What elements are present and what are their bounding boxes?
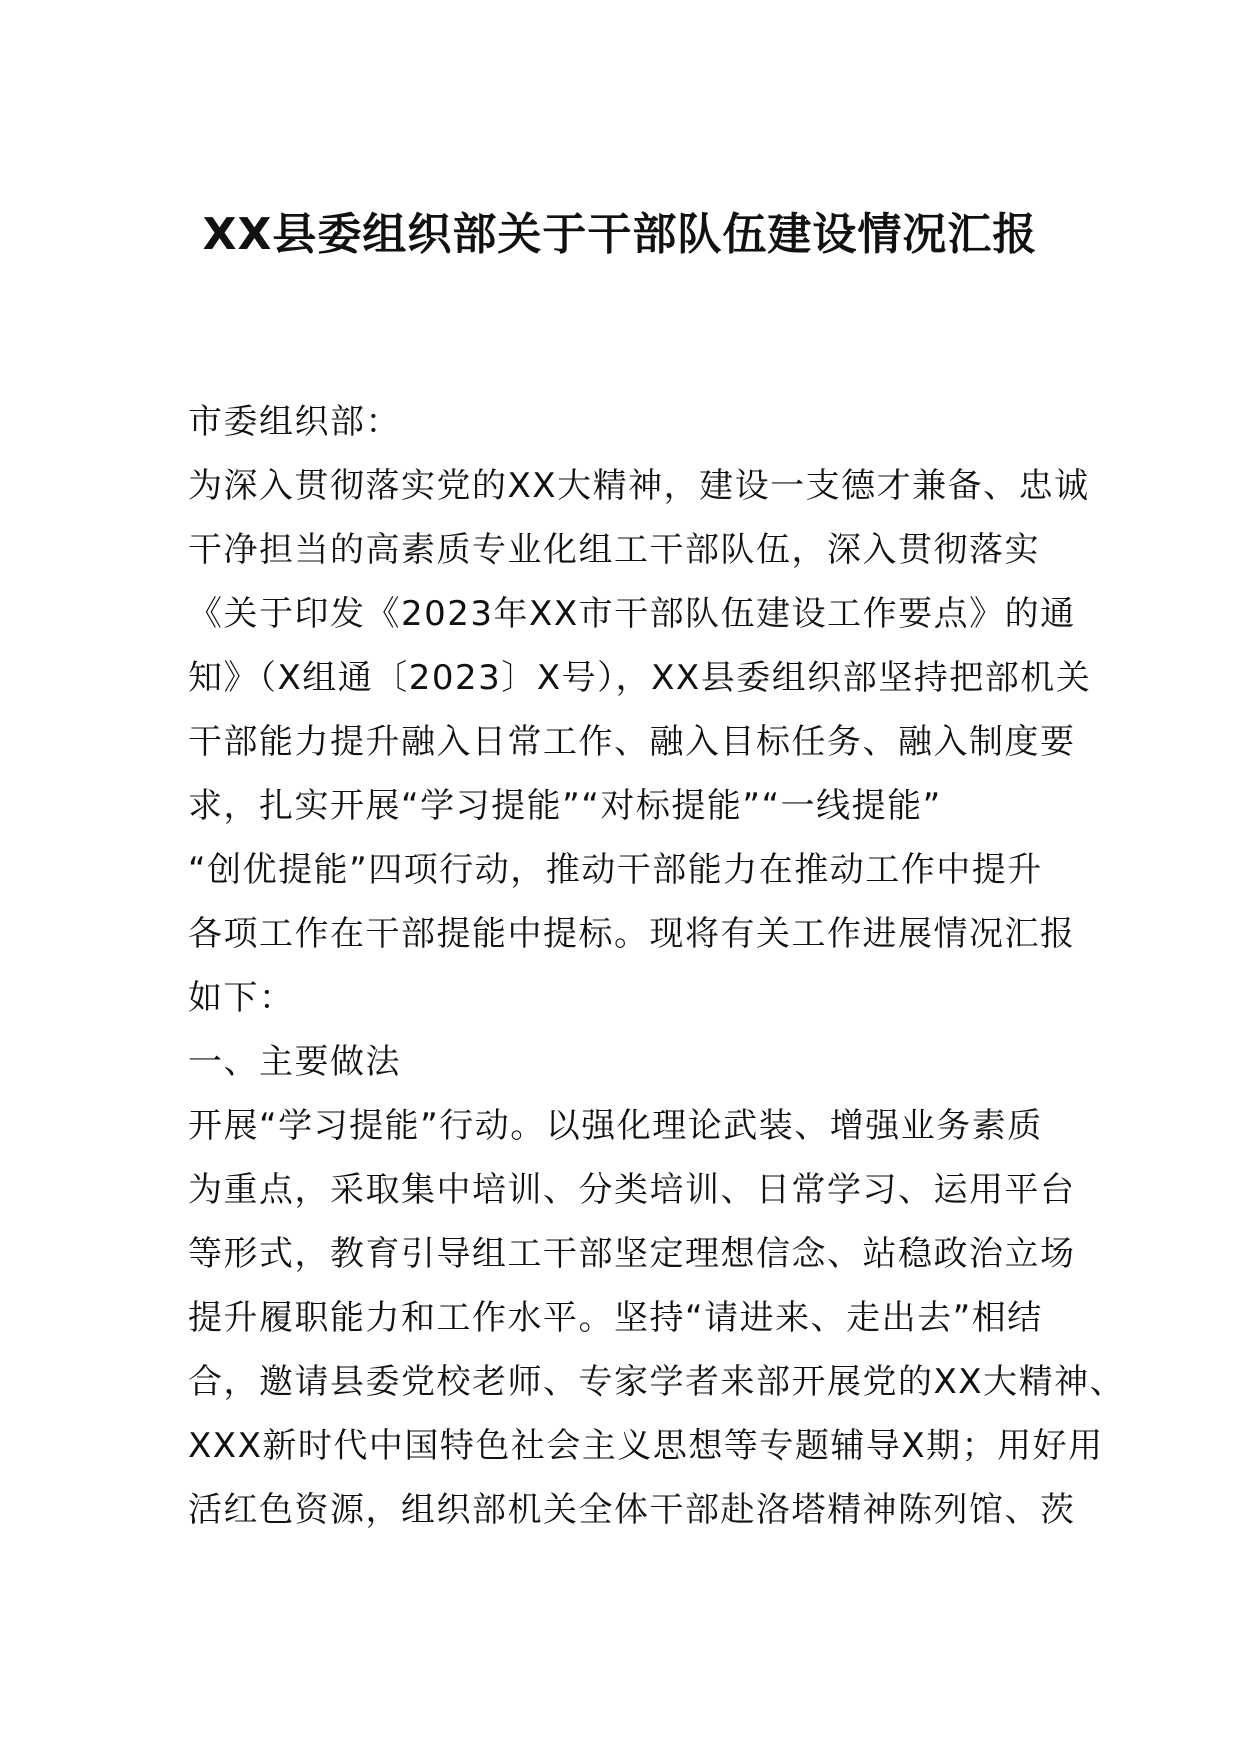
body-line: 开展“学习提能”行动。以强化理论武装、增强业务素质: [188, 1106, 1043, 1146]
body-line: 活红色资源，组织部机关全体干部赴洛塔精神陈列馆、茨: [188, 1490, 1076, 1530]
body-line: 干部能力提升融入日常工作、融入目标任务、融入制度要: [188, 722, 1076, 762]
body-line: XXX新时代中国特色社会主义思想等专题辅导X期；用好用: [188, 1426, 1104, 1466]
body-line: “创优提能”四项行动，推动干部能力在推动工作中提升: [188, 850, 1043, 890]
body-line: 合，邀请县委党校老师、专家学者来部开展党的XX大精神、: [188, 1362, 1126, 1402]
body-line: 提升履职能力和工作水平。坚持“请进来、走出去”相结: [188, 1298, 1043, 1338]
document-body: [188, 390, 1126, 1542]
body-line: 如下：: [188, 978, 295, 1018]
body-line: 等形式，教育引导组工干部坚定理想信念、站稳政治立场: [188, 1234, 1076, 1274]
section-heading: 一、主要做法: [188, 1042, 401, 1082]
body-line: 《关于印发《2023年XX市干部队伍建设工作要点》的通: [188, 594, 1076, 634]
body-line: 知》（X组通〔2023〕X号），XX县委组织部坚持把部机关: [188, 658, 1092, 698]
body-line: 为重点，采取集中培训、分类培训、日常学习、运用平台: [188, 1170, 1076, 1210]
body-line: 各项工作在干部提能中提标。现将有关工作进展情况汇报: [188, 914, 1076, 954]
body-line: 求，扎实开展“学习提能”“对标提能”“一线提能”: [188, 786, 942, 826]
document-title: XX县委组织部关于干部队伍建设情况汇报: [202, 209, 1038, 260]
salutation-line: 市委组织部：: [188, 402, 401, 442]
body-line: 为深入贯彻落实党的XX大精神，建设一支德才兼备、忠诚: [188, 466, 1090, 506]
body-line: 干净担当的高素质专业化组工干部队伍，深入贯彻落实: [188, 530, 1040, 570]
